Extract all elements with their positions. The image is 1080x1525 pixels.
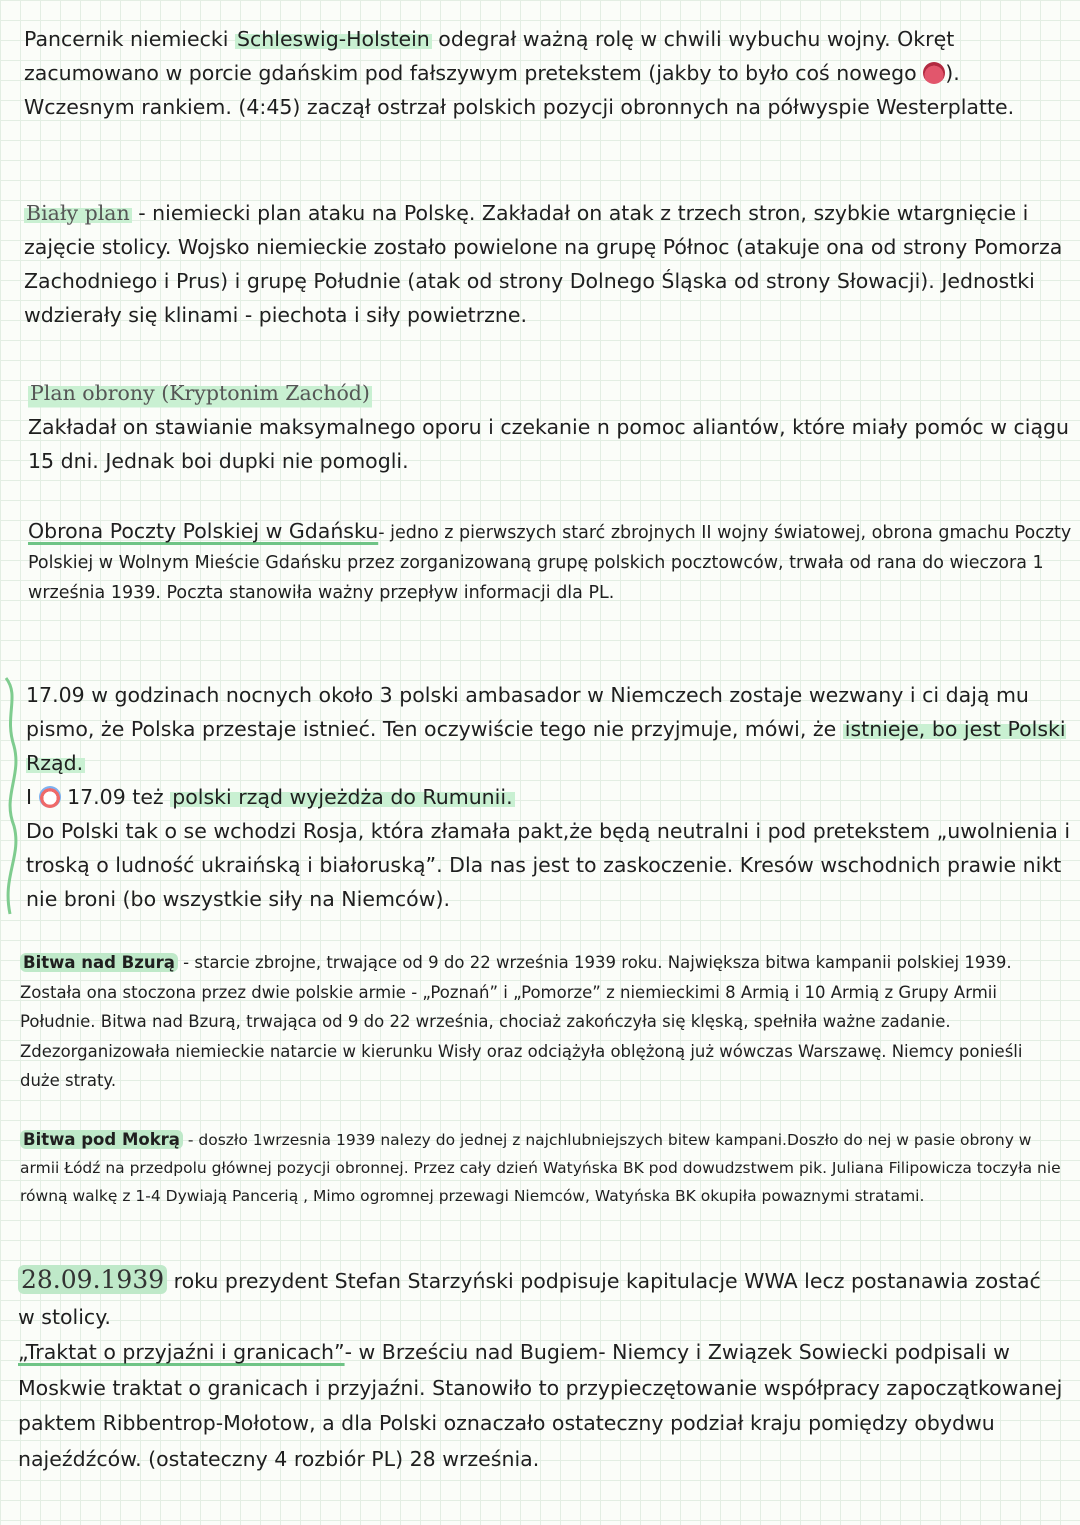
- paragraph-bialy-plan: Biały plan - niemiecki plan ataku na Polskę. Zakładał on atak z trzech stron, szybkie wtargnięcie i zajęcie stolicy. Wojsko niemieckie zostało powielone na grupę Północ (atakuje ona od strony Pomorza Zachodniego i Prus) i grupę Południe (atak od strony Dolnego Śląska od strony Słowacji). Jednostki wdzierały się klinami - piechota i siły powietrzne.: [24, 201, 1063, 327]
- term-bitwa-bzura: Bitwa nad Bzurą: [20, 953, 178, 972]
- paragraph-schleswig-holstein: Pancernik niemiecki Schleswig-Holstein odegrał ważną rolę w chwili wybuchu wojny. Okręt zacumowano w porcie gdańskim pod fałszywym pretekstem (jakby to było coś nowego ). Wczesnym rankiem. (4:45) zaczął ostrzał polskich pozycji obronnych na półwyspie Westerplatte.: [24, 27, 1015, 119]
- term-bialy-plan: Biały plan: [26, 201, 130, 225]
- highlight-rumunia: polski rząd wyjeżdża do Rumunii.: [172, 785, 513, 809]
- clown-emoji-icon: [39, 786, 61, 808]
- term-bitwa-mokra: Bitwa pod Mokrą: [20, 1130, 183, 1149]
- date-28-09-1939: 28.09.1939: [18, 1265, 167, 1294]
- term-obrona-poczty: Obrona Poczty Polskiej w Gdańsku: [28, 519, 379, 543]
- highlight-polski-rzad: istnieje, bo jest Polski Rząd.: [26, 717, 1066, 775]
- term-traktat: „Traktat o przyjaźni i granicach”: [18, 1340, 345, 1364]
- paragraph-bitwa-bzura: Bitwa nad Bzurą - starcie zbrojne, trwające od 9 do 22 września 1939 roku. Największa bitwa kampanii polskiej 1939. Została ona stoczona przez dwie polskie armie - „Poznań” i „Pomorze” z niemieckimi 8 Armią i 10 Armią z Grupy Armii Południe. Bitwa nad Bzurą, trwająca od 9 do 22 września, chociaż zakończyła się klęską, spełniła ważne zadanie. Zdezorganizowała niemieckie natarcie w kierunku Wisły oraz odciążyła oblężoną już wówczas Warszawę. Niemcy ponieśli duże straty.: [20, 953, 1023, 1090]
- paragraph-plan-obrony: Plan obrony (Kryptonim Zachód) Zakładał on stawianie maksymalnego oporu i czekanie n pomoc aliantów, które miały pomóc w ciągu 15 dni. Jednak boi dupki nie pomogli.: [28, 376, 1074, 478]
- devil-emoji-icon: [923, 62, 945, 84]
- paragraph-bitwa-mokra: Bitwa pod Mokrą - doszło 1wrzesnia 1939 nalezy do jednej z najchlubniejszych bitew kampani.Doszło do nej w pasie obrony w armii Łódź na przedpolu głównej pozycji obronnej. Przez cały dzień Watyńska BK pod dowudzstwem pik. Juliana Filipowicza toczyła nie równą walkę z 1-4 Dywiają Pancerią , Mimo ogromnej przewagi Niemców, Watyńska BK okupiła powaznymi stratami.: [20, 1130, 1061, 1205]
- term-plan-obrony: Plan obrony (Kryptonim Zachód): [28, 376, 372, 410]
- paragraph-kapitulacja: 28.09.1939 roku prezydent Stefan Starzyński podpisuje kapitulacje WWA lecz postanawia zostać w stolicy. „Traktat o przyjaźni i granicach”- w Brześciu nad Bugiem- Niemcy i Związek Sowiecki podpisali w Moskwie traktat o granicach i przyjaźni. Stanowiło to przypieczętowanie współpracy zapoczątkowanej paktem Ribbentrop-Mołotow, a dla Polski oznaczało ostateczny podział kraju pomiędzy obydwu najeźdźców. (ostateczny 4 rozbiór PL) 28 września.: [18, 1265, 1063, 1471]
- highlight-ship-name: Schleswig-Holstein: [236, 27, 430, 51]
- paragraph-poczta-polska: Obrona Poczty Polskiej w Gdańsku- jedno z pierwszych starć zbrojnych II wojny światowej, obrona gmachu Poczty Polskiej w Wolnym Mieście Gdańsku przez zorganizowaną grupę polskich pocztowców, trwała od rana do wieczora 1 września 1939. Poczta stanowiła ważny przepływ informacji dla PL.: [28, 519, 1072, 603]
- left-brace-decoration: [0, 676, 20, 916]
- paragraph-17-09: 17.09 w godzinach nocnych około 3 polski ambasador w Niemczech zostaje wezwany i ci dają mu pismo, że Polska przestaje istnieć. Ten oczywiście tego nie przyjmuje, mówi, że istnieje, bo jest Polski Rząd. I 17.09 też polski rząd wyjeżdża do Rumunii. Do Polski tak o se wchodzi Rosja, która złamała pakt,że będą neutralni i pod pretekstem „uwolnienia i troską o ludność ukraińską i białoruską”. Dla nas jest to zaskoczenie. Kresów wschodnich prawie nikt nie broni (bo wszystkie siły na Niemców).: [26, 683, 1071, 911]
